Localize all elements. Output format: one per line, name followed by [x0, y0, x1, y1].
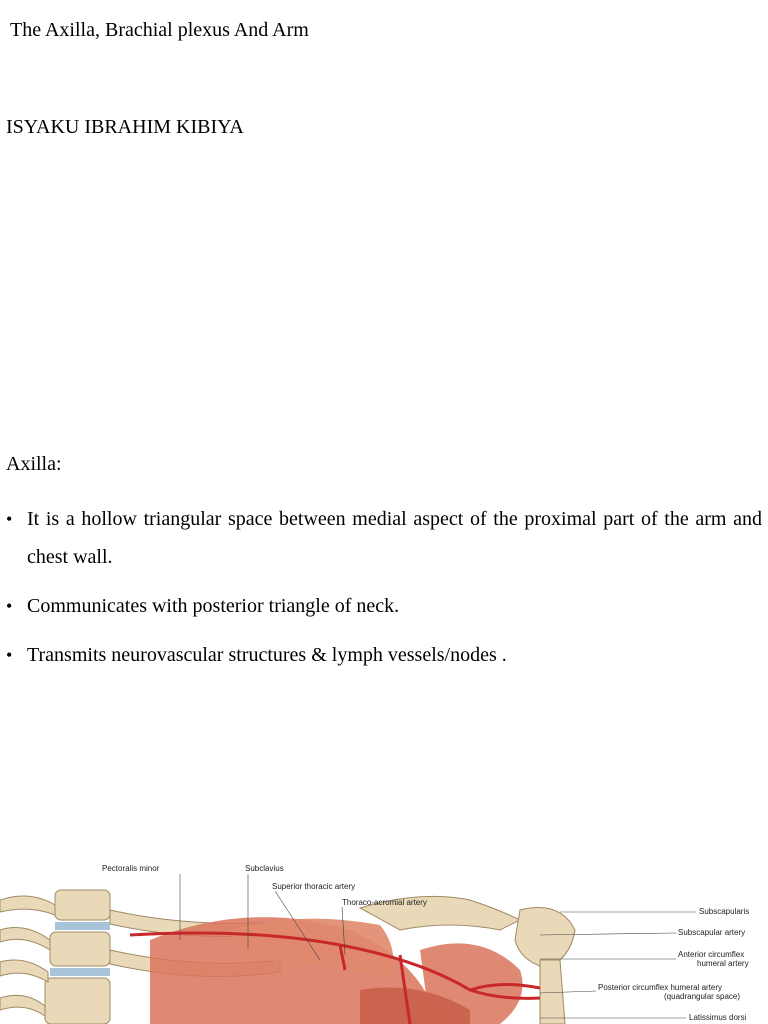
label-pectoralis-minor: Pectoralis minor [102, 864, 160, 873]
anatomy-illustration [0, 860, 768, 1024]
list-item [6, 636, 762, 674]
bullet-list [6, 500, 762, 685]
label-subclavius: Subclavius [245, 864, 284, 873]
label-thoraco-acromial-artery: Thoraco-acromial artery [342, 898, 427, 907]
axilla-anatomy-figure [0, 860, 768, 1024]
label-anterior-circumflex: Anterior circumflex [678, 950, 745, 959]
page-title: The Axilla, Brachial plexus And Arm [10, 19, 309, 41]
label-quadrangular-space: (quadrangular space) [664, 992, 741, 1001]
list-item [6, 587, 762, 625]
label-latissimus-dorsi: Latissimus dorsi [689, 1013, 747, 1022]
label-superior-thoracic-artery: Superior thoracic artery [272, 882, 356, 891]
label-subscapularis: Subscapularis [699, 907, 750, 916]
section-heading: Axilla: [6, 453, 62, 475]
label-subscapular-artery: Subscapular artery [678, 928, 746, 937]
bullet-icon: • [6, 596, 13, 616]
author-name: ISYAKU IBRAHIM KIBIYA [6, 116, 244, 138]
bullet-text: It is a hollow triangular space between medial aspect of the proximal part of the arm and chest wall. [27, 508, 762, 568]
list-item [6, 500, 762, 576]
label-anterior-circumflex-2: humeral artery [697, 959, 749, 968]
bullet-text: Transmits neurovascular structures & lymph vessels/nodes . [27, 644, 507, 666]
bullet-icon: • [6, 509, 13, 529]
bullet-icon: • [6, 645, 13, 665]
bullet-text: Communicates with posterior triangle of neck. [27, 595, 400, 617]
label-posterior-circumflex: Posterior circumflex humeral artery [598, 983, 723, 992]
